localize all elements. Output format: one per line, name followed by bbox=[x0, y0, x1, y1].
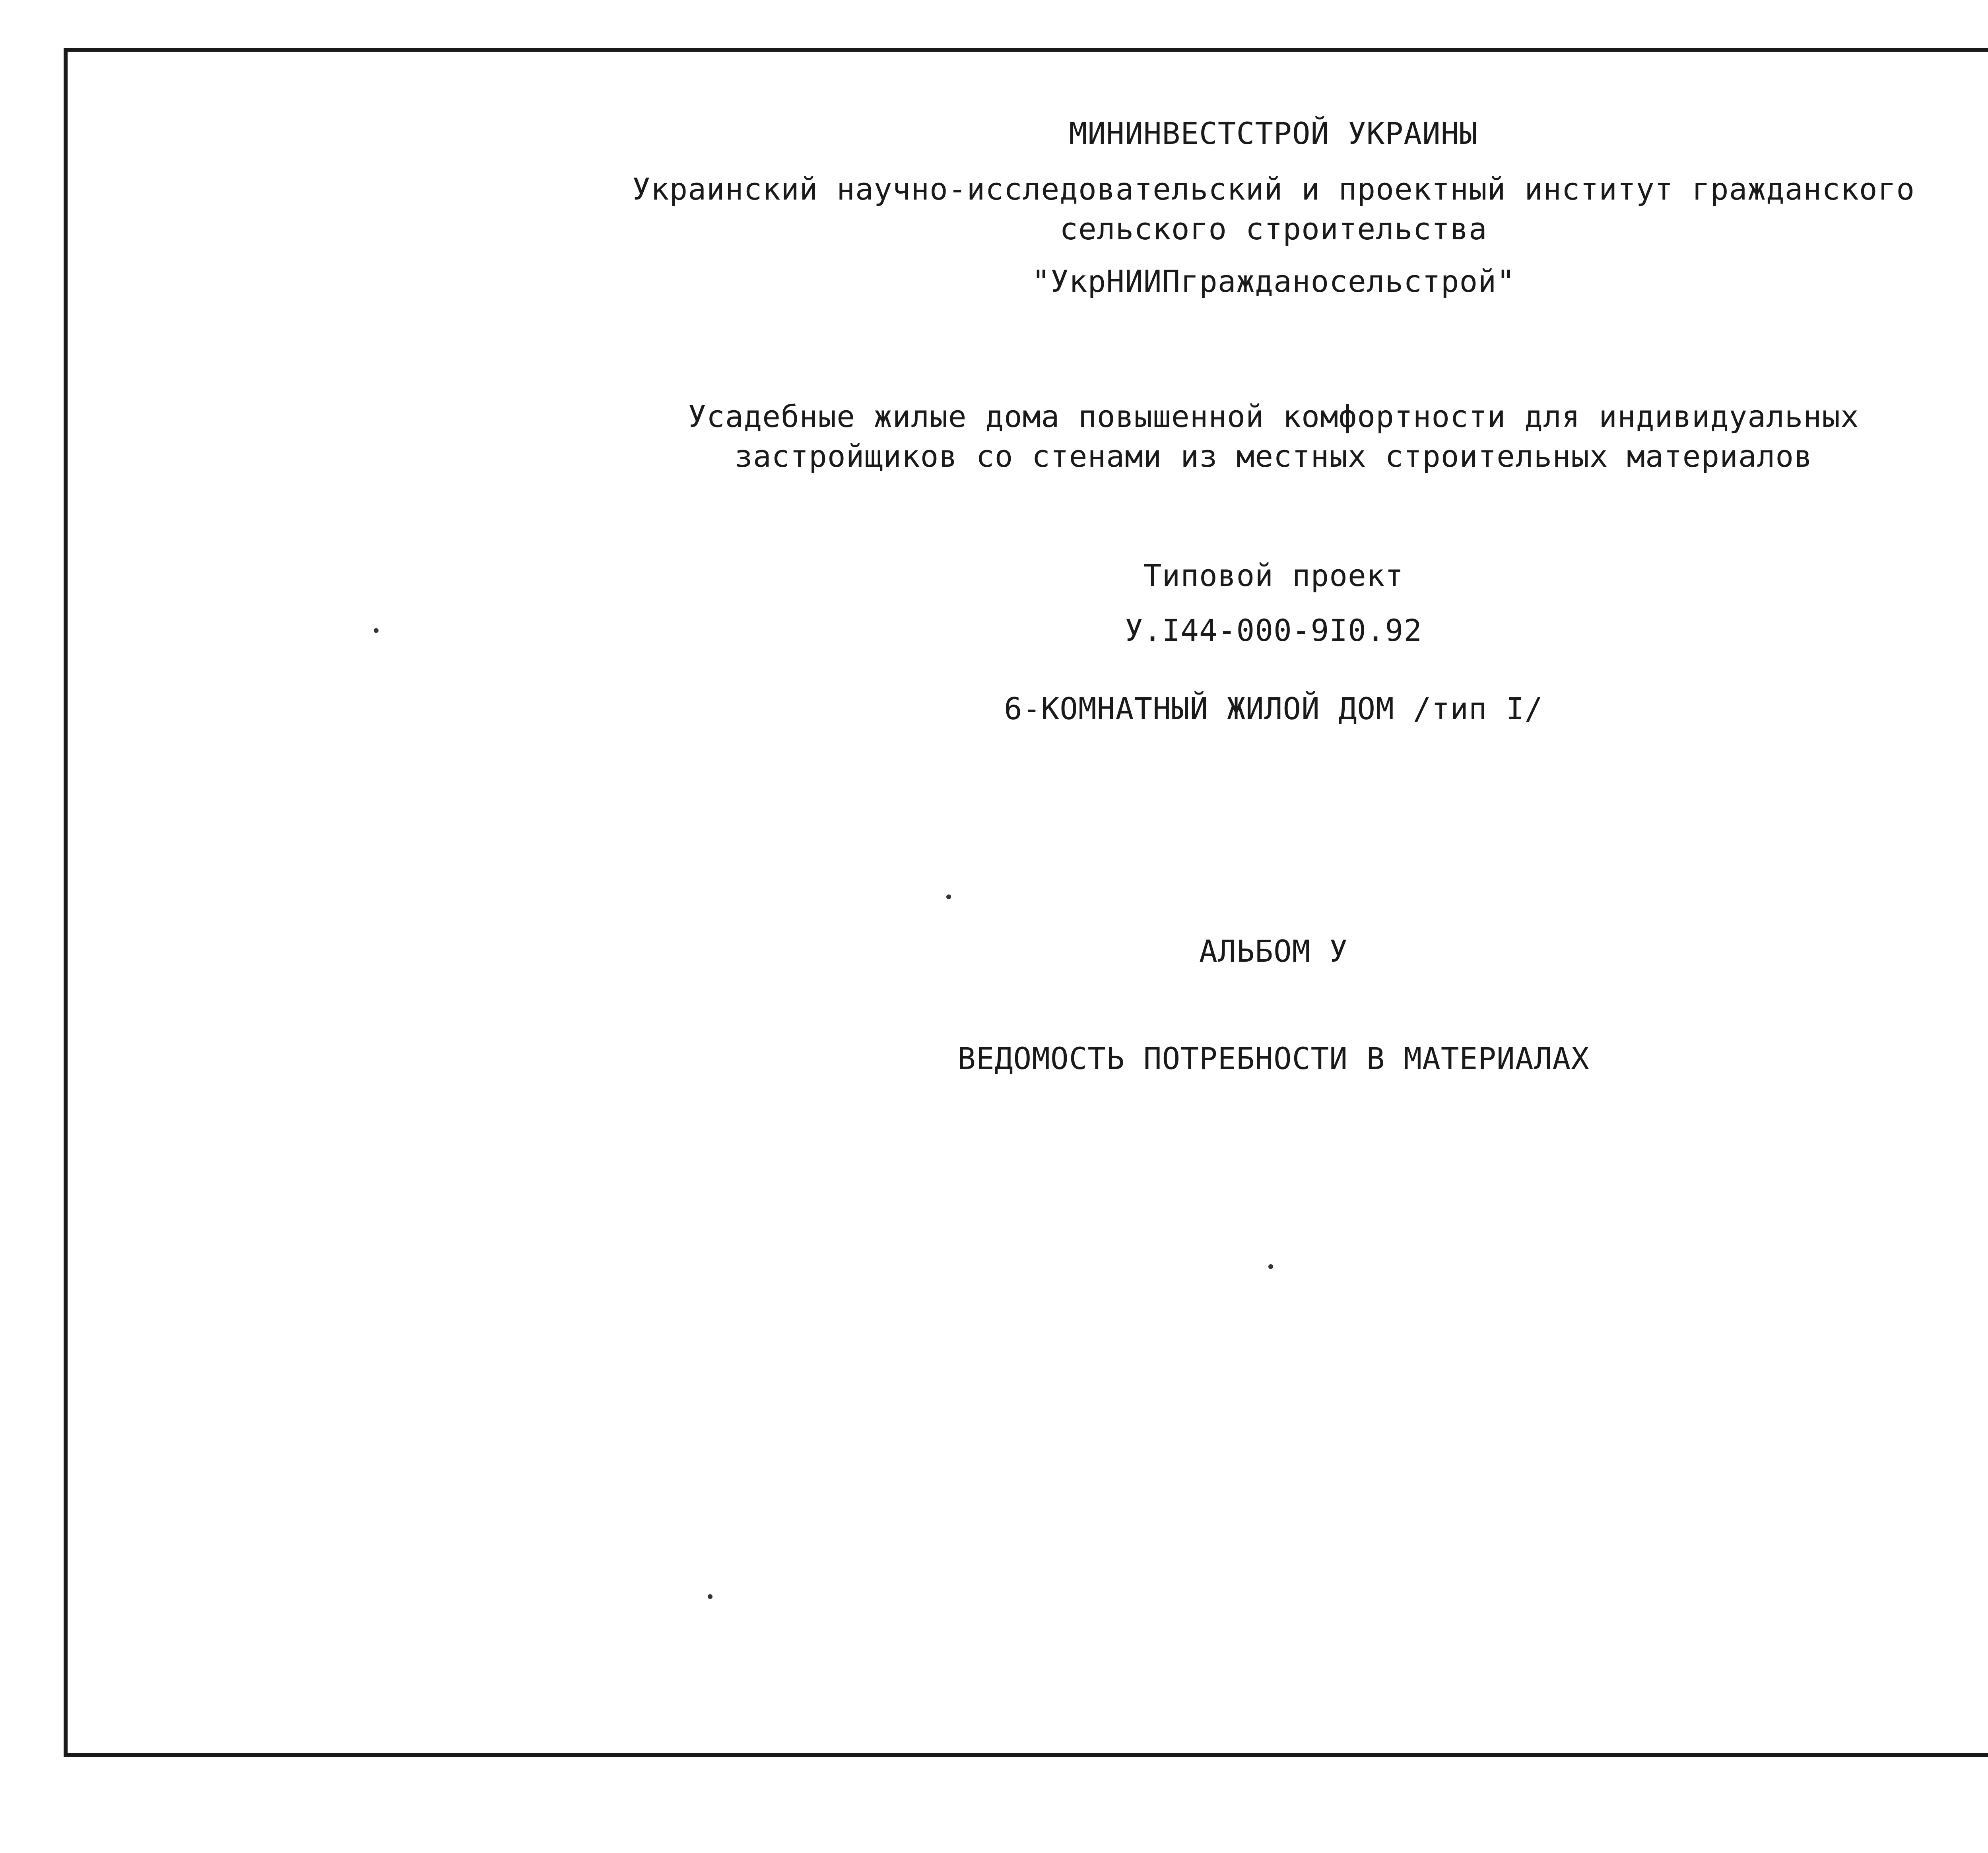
institute-name-line2: сельского строительства bbox=[1060, 211, 1487, 246]
institute-short-name: "УкрНИИПгражданосельстрой" bbox=[1032, 264, 1515, 299]
project-title-line2: застройщиков со стенами из местных строительных материалов bbox=[734, 439, 1813, 474]
project-title-line1: Усадебные жилые дома повышенной комфортности для индивидуальных bbox=[688, 399, 1859, 434]
scan-speck bbox=[946, 894, 951, 899]
ministry-name: МИНИНВЕСТСТРОЙ УКРАИНЫ bbox=[1069, 116, 1478, 151]
house-description: 6-КОМНАТНЫЙ ЖИЛОЙ ДОМ /тип I/ bbox=[1004, 691, 1543, 726]
album-title: АЛЬБОМ У bbox=[1199, 933, 1348, 969]
scan-speck bbox=[374, 628, 379, 633]
project-type-label: Типовой проект bbox=[1143, 558, 1404, 593]
contents-title: ВЕДОМОСТЬ ПОТРЕБНОСТИ В МАТЕРИАЛАХ bbox=[957, 1041, 1590, 1076]
sheet-frame bbox=[64, 48, 1988, 1757]
scan-speck bbox=[708, 1594, 712, 1599]
scan-speck bbox=[1268, 1264, 1273, 1269]
project-code: У.I44-000-9I0.92 bbox=[1124, 613, 1423, 648]
institute-name-line1: Украинский научно-исследовательский и проектный институт гражданского bbox=[632, 171, 1915, 207]
